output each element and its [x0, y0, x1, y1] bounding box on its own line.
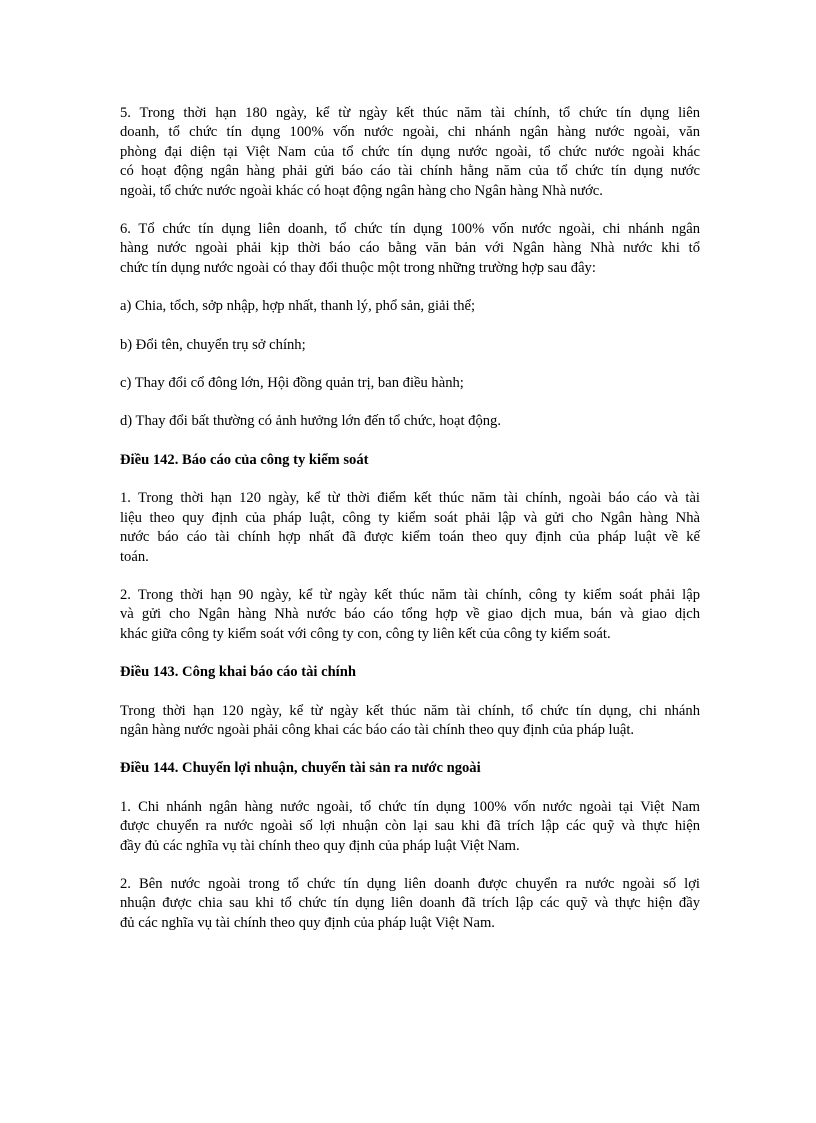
document-page: [120, 104, 700, 952]
text-line: đầy đủ các nghĩa vụ tài chính theo quy định của pháp luật Việt Nam.: [120, 837, 520, 854]
paragraph: [120, 104, 700, 201]
text-line: Trong thời hạn 120 ngày, kể từ ngày kết thúc năm tài chính, tổ chức tín dụng, chi nhánh: [120, 702, 700, 719]
heading-text: Điều 142. Báo cáo của công ty kiểm soát: [120, 451, 369, 468]
text-line: toán.: [120, 548, 149, 565]
text-line: hàng nước ngoài phải kịp thời báo cáo bằng văn bản với Ngân hàng Nhà nước khi tổ: [120, 240, 700, 257]
text-line: ngoài, tổ chức nước ngoài khác có hoạt động ngân hàng cho Ngân hàng Nhà nước.: [120, 182, 603, 199]
article-heading-143: [120, 663, 700, 682]
list-item-a: [120, 297, 700, 316]
paragraph: [120, 875, 700, 933]
paragraph: [120, 798, 700, 856]
article-heading-144: [120, 759, 700, 778]
text-line: d) Thay đổi bất thường có ảnh hưởng lớn đến tổ chức, hoạt động.: [120, 413, 501, 430]
text-line: 6. Tổ chức tín dụng liên doanh, tổ chức tín dụng 100% vốn nước ngoài, chi nhánh ngân: [120, 221, 700, 238]
text-line: được chuyển ra nước ngoài số lợi nhuận còn lại sau khi đã trích lập các quỹ và thực hiện: [120, 818, 700, 835]
text-line: 2. Trong thời hạn 90 ngày, kể từ ngày kết thúc năm tài chính, công ty kiểm soát phải lập: [120, 586, 700, 603]
text-line: nhuận được chia sau khi tổ chức tín dụng liên doanh đã trích lập các quỹ và thực hiện đầy: [120, 895, 700, 912]
text-line: 2. Bên nước ngoài trong tổ chức tín dụng liên doanh được chuyển ra nước ngoài số lợi: [120, 875, 700, 892]
list-item-d: [120, 412, 700, 431]
paragraph: [120, 702, 700, 741]
text-line: 5. Trong thời hạn 180 ngày, kể từ ngày kết thúc năm tài chính, tổ chức tín dụng liên: [120, 105, 700, 121]
text-line: khác giữa công ty kiểm soát với công ty con, công ty liên kết của công ty kiểm soát.: [120, 625, 611, 642]
text-line: 1. Trong thời hạn 120 ngày, kể từ thời điểm kết thúc năm tài chính, ngoài báo cáo và tài: [120, 490, 700, 507]
heading-text: Điều 143. Công khai báo cáo tài chính: [120, 664, 356, 681]
text-line: c) Thay đổi cổ đông lớn, Hội đồng quản trị, ban điều hành;: [120, 375, 464, 392]
list-item-b: [120, 336, 700, 355]
paragraph: [120, 586, 700, 644]
heading-text: Điều 144. Chuyển lợi nhuận, chuyển tài sản ra nước ngoài: [120, 760, 481, 777]
text-line: ngân hàng nước ngoài phải công khai các báo cáo tài chính theo quy định của pháp luật.: [120, 721, 635, 738]
text-line: liệu theo quy định của pháp luật, công ty kiểm soát phải lập và gửi cho Ngân hàng Nhà: [120, 509, 700, 526]
text-line: và gửi cho Ngân hàng Nhà nước báo cáo tổng hợp về giao dịch mua, bán và giao dịch: [120, 606, 700, 623]
paragraph: [120, 220, 700, 278]
text-line: đủ các nghĩa vụ tài chính theo quy định của pháp luật Việt Nam.: [120, 914, 495, 931]
text-line: a) Chia, tổch, sởp nhập, hợp nhất, thanh lý, phổ sản, giải thể;: [120, 298, 476, 315]
text-line: có hoạt động ngân hàng phải gửi báo cáo tài chính hằng năm của tổ chức tín dụng nước: [120, 163, 700, 180]
text-line: chức tín dụng nước ngoài có thay đổi thuộc một trong những trường hợp sau đây:: [120, 259, 596, 276]
list-item-c: [120, 374, 700, 393]
text-line: b) Đổi tên, chuyển trụ sở chính;: [120, 336, 306, 353]
text-line: doanh, tổ chức tín dụng 100% vốn nước ngoài, chi nhánh ngân hàng nước ngoài, văn: [120, 124, 700, 141]
article-heading-142: [120, 451, 700, 470]
text-line: phòng đại diện tại Việt Nam của tổ chức tín dụng nước ngoài, tổ chức nước ngoài khác: [120, 143, 700, 160]
text-line: nước báo cáo tài chính hợp nhất đã được kiểm toán theo quy định của pháp luật về kế: [120, 529, 700, 546]
paragraph: [120, 489, 700, 567]
text-line: 1. Chi nhánh ngân hàng nước ngoài, tổ chức tín dụng 100% vốn nước ngoài tại Việt Nam: [120, 798, 700, 815]
